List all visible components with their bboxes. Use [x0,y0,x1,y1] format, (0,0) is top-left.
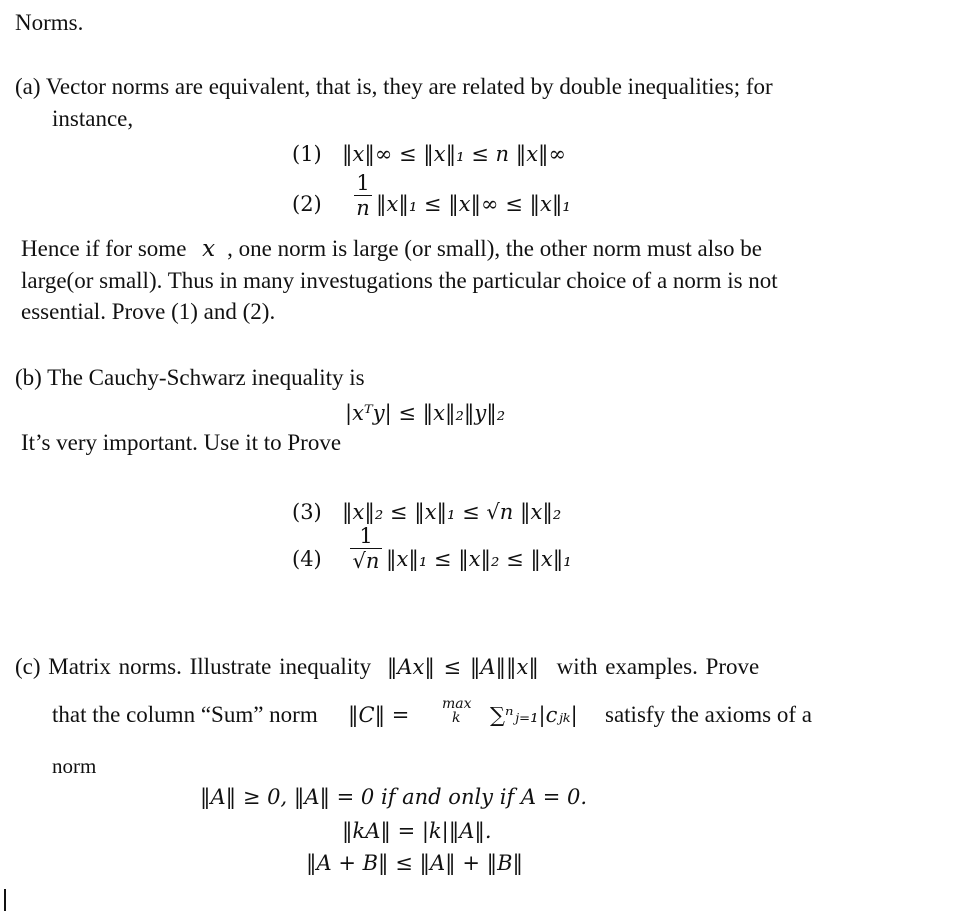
eq4-numerator: 1 [359,524,373,548]
eq1-label: (1) [292,142,322,166]
axiom-1: ‖A‖ ≥ 0, ‖A‖ = 0 if and only if A = 0. [200,785,588,809]
part-a-body-line1 [21,234,762,264]
eq2-label: (2) [292,192,322,216]
axiom-2: ‖kA‖ = |k|‖A‖. [342,819,492,843]
line2-post: satisfy the axioms of a [605,702,812,727]
eq4-label: (4) [292,547,322,571]
text-cursor [4,889,6,911]
eq1: ‖x‖∞ ≤ ‖x‖₁ ≤ n ‖x‖∞ [342,142,567,166]
eq4-fraction [350,525,382,572]
part-c-line1 [15,652,759,682]
eq2: ‖x‖₁ ≤ ‖x‖∞ ≤ ‖x‖₁ [376,192,571,216]
eq2-fraction [354,172,372,219]
line1-pre: (c) Matrix norms. Illustrate inequality [15,654,372,679]
body-line1-pre: Hence if for some [21,236,187,261]
line1-post: with examples. Prove [556,654,760,679]
eq4: ‖x‖₁ ≤ ‖x‖₂ ≤ ‖x‖₁ [386,547,572,571]
line1-eq: ‖Ax‖ ≤ ‖A‖‖x‖ [386,655,539,679]
eq3: ‖x‖₂ ≤ ‖x‖₁ ≤ √n ‖x‖₂ [342,500,562,524]
part-a-intro-line2: instance, [52,106,134,131]
page-title: Norms. [15,10,84,35]
part-b-intro: (b) The Cauchy-Schwarz inequality is [15,365,365,390]
part-b-body: It’s very important. Use it to Prove [21,430,342,455]
eq3-label: (3) [292,500,322,524]
eq4-denominator: √n [352,549,380,573]
line2-eq-lhs: ‖C‖ = [348,703,410,727]
eq2-denominator: n [356,196,370,220]
line2-max: max [442,696,472,712]
line2-sum: ∑ⁿⱼ₌₁|cⱼₖ| [490,703,578,727]
part-a-body-line2: large(or small). Thus in many investugations the particular choice of a norm is not [21,268,778,293]
body-line1-var: x [202,236,216,262]
part-a-intro-line1: (a) Vector norms are equivalent, that is, they are related by double inequalities; for [15,74,773,99]
part-a-body-line3: essential. Prove (1) and (2). [21,299,276,324]
line2-k: k [452,710,461,726]
eq2-numerator: 1 [356,171,370,195]
body-line1-post: , one norm is large (or small), the other norm must also be [227,236,762,261]
line2-pre: that the column “Sum” norm [52,702,318,727]
part-c-line3: norm [52,754,97,778]
part-c-line2 [52,696,852,732]
cauchy-schwarz-eq: |xᵀy| ≤ ‖x‖₂‖y‖₂ [345,401,506,425]
axiom-3: ‖A + B‖ ≤ ‖A‖ + ‖B‖ [306,851,524,875]
